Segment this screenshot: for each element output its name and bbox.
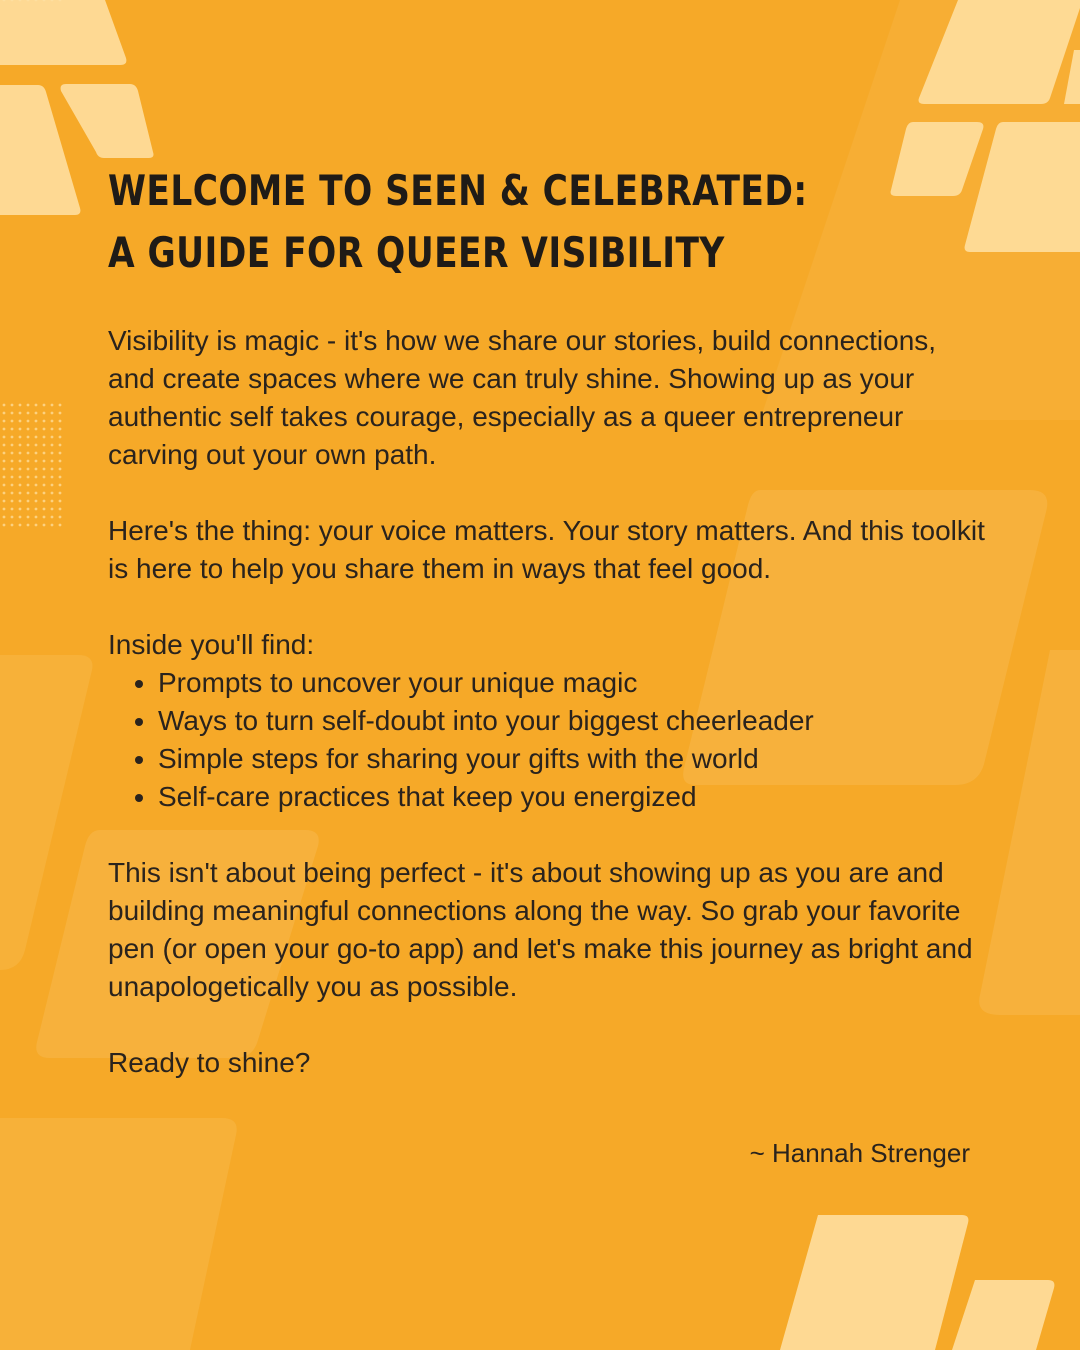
decor-dot-grid: [3, 0, 62, 526]
list-item: • Prompts to uncover your unique magic: [158, 664, 988, 702]
body-text: [108, 322, 988, 1082]
title-line-2: A GUIDE FOR QUEER VISIBILITY: [108, 228, 725, 277]
list-item: • Self-care practices that keep you energized: [158, 778, 988, 816]
call-to-action: Ready to shine?: [108, 1047, 311, 1078]
decor-panel-bottom-left: [0, 1118, 237, 1350]
decor-tile: [0, 0, 126, 65]
main-content: [108, 160, 988, 1120]
intro-paragraph: Visibility is magic - it's how we share our stories, build connections, and create spaces where we can truly shine. Showing up as your authentic self takes courage, especially as a queer entrepreneur carving out your own path.: [108, 325, 937, 470]
feature-list: [108, 664, 988, 816]
author-signature: ~ Hannah Strenger: [749, 1138, 970, 1168]
title-line-1: WELCOME TO SEEN & CELEBRATED:: [108, 166, 808, 215]
closing-paragraph: This isn't about being perfect - it's about showing up as you are and building meaningful connections along the way. So grab your favorite pen (or open your go-to app) and let's make this journey as bright and unapologetically you as possible.: [108, 857, 973, 1002]
toolkit-paragraph: Here's the thing: your voice matters. Your story matters. And this toolkit is here to help you share them in ways that feel good.: [108, 515, 985, 584]
decor-tile: [780, 1215, 968, 1350]
decor-tile: [0, 85, 80, 215]
list-item: • Simple steps for sharing your gifts with the world: [158, 740, 988, 778]
decor-tile: [952, 1280, 1054, 1350]
page-title: [108, 160, 928, 284]
list-item: • Ways to turn self-doubt into your biggest cheerleader: [158, 702, 988, 740]
decor-tile: [61, 84, 154, 158]
list-intro: Inside you'll find:: [108, 629, 315, 660]
